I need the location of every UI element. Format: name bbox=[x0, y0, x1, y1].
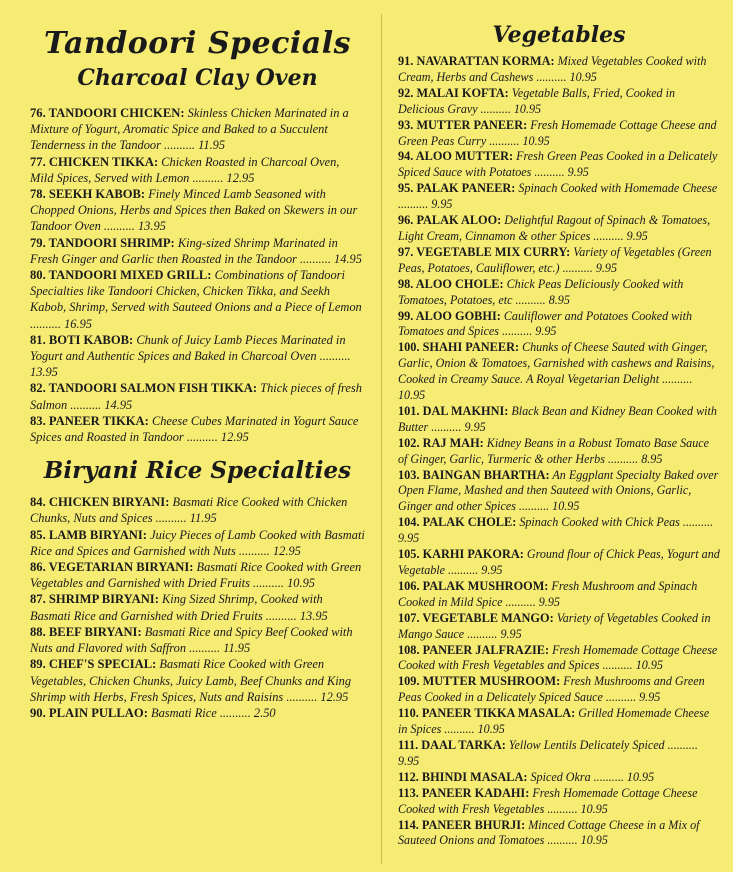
menu-item-description: Chicken Roasted in Charcoal Oven, Mild Spices, Served with Lemon bbox=[30, 154, 340, 185]
menu-item-description: Variety of Vegetables Cooked in Mango Sauce bbox=[398, 610, 711, 641]
dot-leader: .......... bbox=[607, 451, 639, 466]
menu-item-name: 105. KARHI PAKORA: bbox=[398, 547, 524, 562]
menu-item-name: 111. DAAL TARKA: bbox=[398, 737, 506, 752]
menu-item bbox=[398, 818, 720, 850]
dot-leader: .......... bbox=[536, 69, 567, 84]
menu-item-description: Yellow Lentils Delicately Spiced bbox=[505, 737, 668, 752]
menu-item-name: 100. SHAHI PANEER: bbox=[398, 340, 520, 355]
menu-item bbox=[398, 404, 720, 436]
menu-item-description: Variety of Vegetables (Green Peas, Potatoes, Cauliflower, etc.) bbox=[398, 244, 712, 275]
menu-item-name: 85. LAMB BIRYANI: bbox=[30, 527, 147, 542]
menu-item bbox=[30, 527, 365, 559]
dot-leader: .......... bbox=[534, 165, 565, 180]
dot-leader: .......... bbox=[480, 101, 511, 116]
dot-leader: .......... bbox=[602, 658, 633, 673]
menu-item bbox=[398, 770, 720, 786]
menu-item-description: Basmati Rice and Spicy Beef Cooked with Nuts and Flavored with Saffron bbox=[30, 624, 353, 656]
menu-item-description: Fresh Mushrooms and Green Peas Cooked in a Delicately Spiced Sauce bbox=[398, 674, 705, 705]
menu-item-description: Combinations of Tandoori Specialties like Tandoori Chicken, Chicken Tikka, and Seekh Kabob, Shrimp, Served with Sauteed Onions and a Piece of Lemon bbox=[30, 268, 362, 315]
menu-item-description: Grilled Homemade Cheese in Spices bbox=[398, 706, 710, 737]
menu-item bbox=[398, 436, 720, 468]
menu-item-description: Black Bean and Kidney Bean Cooked with Butter bbox=[398, 403, 717, 434]
dot-leader: .......... bbox=[593, 769, 624, 784]
menu-item-name: 77. CHICKEN TIKKA: bbox=[30, 154, 159, 169]
column-divider bbox=[381, 14, 382, 864]
menu-item-description: Basmati Rice Cooked with Chicken Chunks, Nuts and Spices bbox=[30, 495, 348, 526]
menu-item-price: 8.95 bbox=[545, 292, 570, 307]
menu-item-price: 10.95 bbox=[398, 388, 426, 403]
left-column bbox=[30, 0, 365, 721]
menu-item-name: 91. NAVARATTAN KORMA: bbox=[398, 54, 555, 68]
dot-leader: .......... bbox=[265, 608, 297, 623]
menu-item-price: 2.50 bbox=[250, 705, 276, 720]
menu-item-description: Chunk of Juicy Lamb Pieces Marinated in Yogurt and Authentic Spices and Baked in Charcoal Oven bbox=[30, 332, 346, 364]
menu-item-description: Fresh Homemade Cottage Cheese Cooked with Fresh Vegetables and Spices bbox=[398, 642, 718, 673]
menu-item-price: 10.95 bbox=[519, 133, 550, 148]
menu-item-name: 112. BHINDI MASALA: bbox=[398, 769, 528, 784]
menu-item-price: 10.95 bbox=[474, 722, 505, 737]
menu-item-price: 9.95 bbox=[535, 594, 560, 609]
menu-item-description: Basmati Rice Cooked with Green Vegetables and Garnished with Dried Fruits bbox=[30, 560, 362, 591]
dot-leader: .......... bbox=[605, 690, 637, 705]
menu-item-price: 16.95 bbox=[60, 316, 92, 331]
menu-item-name: 92. MALAI KOFTA: bbox=[398, 85, 509, 100]
menu-item-name: 95. PALAK PANEER: bbox=[398, 181, 516, 196]
menu-item-price: 12.95 bbox=[217, 430, 249, 445]
tandoori-title: Tandoori Specials bbox=[44, 26, 351, 61]
menu-item-price: 9.95 bbox=[636, 690, 661, 705]
menu-item-name: 89. CHEF'S SPECIAL: bbox=[30, 657, 157, 672]
menu-item bbox=[30, 267, 365, 332]
menu-item-price: 13.95 bbox=[296, 608, 328, 623]
menu-item bbox=[30, 105, 365, 154]
menu-item-description: Basmati Rice Cooked with Green Vegetables, Chicken Chunks, Juicy Lamb, Beef Chunks and King Shrimp with Herbs, Fresh Spices, Nuts and Raisins bbox=[30, 657, 352, 704]
dot-leader: .......... bbox=[444, 722, 475, 737]
dot-leader: .......... bbox=[398, 197, 429, 212]
menu-item-price: 11.95 bbox=[195, 138, 226, 153]
dot-leader: .......... bbox=[155, 511, 187, 526]
menu-item-name: 107. VEGETABLE MANGO: bbox=[398, 610, 554, 625]
menu-item-description: Spiced Okra bbox=[527, 769, 594, 784]
dot-leader: .......... bbox=[189, 641, 221, 656]
menu-item-name: 90. PLAIN PULLAO: bbox=[30, 705, 148, 720]
menu-item-description: Fresh Homemade Cottage Cheese Cooked with Fresh Vegetables bbox=[398, 785, 698, 816]
menu-item-price: 9.95 bbox=[532, 324, 557, 339]
menu-item-price: 9.95 bbox=[461, 419, 486, 434]
menu-item bbox=[398, 277, 720, 309]
dot-leader: .......... bbox=[238, 543, 270, 558]
dot-leader: .......... bbox=[299, 251, 331, 266]
menu-item-name: 88. BEEF BIRYANI: bbox=[30, 624, 142, 639]
vegetables-list bbox=[398, 54, 720, 849]
dot-leader: .......... bbox=[593, 228, 624, 243]
dot-leader: .......... bbox=[219, 705, 251, 720]
menu-item-name: 113. PANEER KADAHI: bbox=[398, 785, 530, 800]
menu-item-name: 82. TANDOORI SALMON FISH TIKKA: bbox=[30, 381, 258, 396]
menu-item-description: Spinach Cooked with Chick Peas bbox=[516, 515, 683, 530]
menu-item-name: 97. VEGETABLE MIX CURRY: bbox=[398, 244, 571, 259]
dot-leader: .......... bbox=[431, 419, 462, 434]
dot-leader: .......... bbox=[467, 626, 498, 641]
menu-item bbox=[398, 643, 720, 675]
menu-item-price: 11.95 bbox=[186, 511, 217, 526]
menu-item-price: 10.95 bbox=[549, 499, 580, 514]
dot-leader: .......... bbox=[547, 833, 578, 848]
biryani-title: Biryani Rice Specialties bbox=[43, 457, 352, 485]
menu-item-description: King-sized Shrimp Marinated in Fresh Ginger and Garlic then Roasted in the Tandoor bbox=[30, 235, 338, 266]
menu-item-name: 94. ALOO MUTTER: bbox=[398, 149, 514, 164]
menu-item bbox=[398, 786, 720, 818]
menu-item bbox=[30, 591, 365, 623]
menu-item-price: 9.95 bbox=[623, 228, 648, 243]
menu-item bbox=[30, 559, 365, 591]
menu-item-price: 13.95 bbox=[134, 219, 166, 234]
dot-leader: .......... bbox=[70, 397, 102, 412]
menu-item-description: Mixed Vegetables Cooked with Cream, Herbs and Cashews bbox=[398, 54, 707, 84]
menu-item-name: 98. ALOO CHOLE: bbox=[398, 276, 504, 291]
menu-item-name: 80. TANDOORI MIXED GRILL: bbox=[30, 268, 212, 283]
menu-item-name: 87. SHRIMP BIRYANI: bbox=[30, 592, 159, 607]
menu-item bbox=[398, 611, 720, 643]
menu-item-price: 14.95 bbox=[330, 251, 362, 266]
menu-item bbox=[30, 332, 365, 381]
menu-item-name: 93. MUTTER PANEER: bbox=[398, 117, 528, 132]
menu-item bbox=[30, 624, 365, 656]
menu-item-description: Chick Peas Deliciously Cooked with Tomatoes, Potatoes, etc bbox=[398, 276, 684, 307]
menu-item bbox=[398, 118, 720, 150]
menu-item bbox=[30, 154, 365, 186]
menu-item-price: 11.95 bbox=[220, 641, 251, 656]
tandoori-subtitle: Charcoal Clay Oven bbox=[77, 65, 318, 91]
menu-item-name: 106. PALAK MUSHROOM: bbox=[398, 578, 549, 593]
menu-item bbox=[398, 245, 720, 277]
menu-item-description: King Sized Shrimp, Cooked with Basmati Rice and Garnished with Dried Fruits bbox=[30, 592, 323, 623]
dot-leader: .......... bbox=[489, 133, 520, 148]
dot-leader: .......... bbox=[30, 316, 61, 331]
menu-item-description: Cauliflower and Potatoes Cooked with Tomatoes and Spices bbox=[398, 308, 692, 339]
menu-item bbox=[30, 656, 365, 705]
menu-item-name: 81. BOTI KABOB: bbox=[30, 332, 134, 347]
menu-item-description: An Eggplant Specialty Baked over Open Flame, Mashed and then Sauteed with Onions, Garlic, Ginger and other Spices bbox=[398, 467, 719, 514]
menu-item-price: 8.95 bbox=[638, 451, 663, 466]
dot-leader: .......... bbox=[562, 260, 593, 275]
dot-leader: .......... bbox=[518, 499, 550, 514]
vegetables-title: Vegetables bbox=[492, 22, 626, 48]
menu-item bbox=[398, 181, 720, 213]
menu-item-name: 103. BAINGAN BHARTHA: bbox=[398, 467, 550, 482]
dot-leader: .......... bbox=[164, 138, 196, 153]
menu-item-price: 9.95 bbox=[497, 626, 522, 641]
menu-item bbox=[398, 468, 720, 516]
menu-item-description: Ground flour of Chick Peas, Yogurt and Vegetable bbox=[398, 547, 720, 577]
menu-item-price: 13.95 bbox=[30, 365, 58, 380]
menu-item bbox=[30, 494, 365, 526]
menu-item bbox=[398, 340, 720, 404]
menu-item-name: 108. PANEER JALFRAZIE: bbox=[398, 642, 550, 657]
menu-item bbox=[30, 380, 365, 412]
menu-item-price: 10.95 bbox=[632, 658, 663, 673]
dot-leader: .......... bbox=[103, 219, 135, 234]
menu-item-name: 83. PANEER TIKKA: bbox=[30, 413, 149, 428]
menu-item-price: 10.95 bbox=[577, 801, 608, 816]
menu-item-description: Spinach Cooked with Homemade Cheese bbox=[515, 181, 718, 196]
dot-leader: .......... bbox=[667, 737, 698, 752]
menu-item bbox=[398, 86, 720, 118]
menu-item-description: Fresh Mushroom and Spinach Cooked in Mild Spice bbox=[398, 578, 698, 609]
menu-item-name: 84. CHICKEN BIRYANI: bbox=[30, 495, 170, 510]
menu-item-description: Juicy Pieces of Lamb Cooked with Basmati Rice and Spices and Garnished with Nuts bbox=[30, 527, 365, 558]
menu-item bbox=[398, 579, 720, 611]
tandoori-list bbox=[30, 105, 365, 445]
menu-item bbox=[398, 706, 720, 738]
menu-item-name: 110. PANEER TIKKA MASALA: bbox=[398, 706, 576, 721]
menu-item-name: 76. TANDOORI CHICKEN: bbox=[30, 106, 185, 120]
menu-item-price: 9.95 bbox=[398, 753, 420, 768]
menu-item-price: 9.95 bbox=[564, 165, 589, 180]
dot-leader: .......... bbox=[682, 515, 714, 530]
menu-item-price: 10.95 bbox=[510, 101, 542, 116]
menu-item-price: 10.95 bbox=[577, 833, 608, 848]
menu-item-price: 9.95 bbox=[428, 197, 453, 212]
menu-item-name: 99. ALOO GOBHI: bbox=[398, 308, 501, 323]
menu-item-description: Skinless Chicken Marinated in a Mixture of Yogurt, Aromatic Spice and Baked to a Succulent Tenderness in the Tandoor bbox=[30, 106, 349, 153]
menu-item bbox=[30, 705, 365, 721]
menu-item-description: Fresh Homemade Cottage Cheese and Green Peas Curry bbox=[398, 117, 717, 148]
menu-item-description: Kidney Beans in a Robust Tomato Base Sauce of Ginger, Garlic, Turmeric & other Herbs bbox=[398, 435, 710, 466]
dot-leader: .......... bbox=[502, 324, 533, 339]
menu-item-name: 96. PALAK ALOO: bbox=[398, 213, 502, 228]
menu-item bbox=[398, 149, 720, 181]
menu-item bbox=[398, 213, 720, 245]
dot-leader: .......... bbox=[253, 576, 285, 591]
menu-item-price: 9.95 bbox=[592, 260, 618, 275]
menu-item-description: Thick pieces of fresh Salmon bbox=[30, 381, 362, 412]
menu-item-description: Cheese Cubes Marinated in Yogurt Sauce Spices and Roasted in Tandoor bbox=[30, 413, 359, 445]
menu-item bbox=[30, 413, 365, 445]
menu-item-name: 78. SEEKH KABOB: bbox=[30, 187, 146, 202]
menu-item-description: Fresh Green Peas Cooked in a Delicately Spiced Sauce with Potatoes bbox=[398, 149, 718, 180]
menu-item bbox=[398, 309, 720, 341]
right-column bbox=[398, 0, 720, 849]
dot-leader: .......... bbox=[319, 349, 351, 364]
menu-item-price: 10.95 bbox=[623, 769, 655, 784]
menu-item-price: 12.95 bbox=[317, 689, 349, 704]
menu-item-price: 14.95 bbox=[101, 397, 133, 412]
menu-item-price: 10.95 bbox=[566, 69, 597, 84]
menu-item bbox=[398, 515, 720, 547]
menu-item-name: 86. VEGETARIAN BIRYANI: bbox=[30, 560, 194, 575]
dot-leader: .......... bbox=[547, 801, 578, 816]
menu-item bbox=[398, 547, 720, 579]
dot-leader: .......... bbox=[505, 594, 536, 609]
menu-item-price: 9.95 bbox=[398, 531, 420, 546]
menu-item-name: 79. TANDOORI SHRIMP: bbox=[30, 235, 175, 250]
menu-item-description: Vegetable Balls, Fried, Cooked in Delicious Gravy bbox=[398, 85, 676, 116]
menu-item-name: 114. PANEER BHURJI: bbox=[398, 817, 526, 832]
menu-item-description: Finely Minced Lamb Seasoned with Chopped Onions, Herbs and Spices then Baked on Skewers in our Tandoor Oven bbox=[30, 187, 358, 234]
menu-item-description: Chunks of Cheese Sauted with Ginger, Garlic, Onion & Tomatoes, Garnished with cashews and Raisins, Cooked in Creamy Sauce. A Royal Vegetarian Delight bbox=[398, 340, 715, 387]
menu-item bbox=[30, 235, 365, 267]
menu-item-name: 109. MUTTER MUSHROOM: bbox=[398, 674, 561, 689]
menu-item-description: Basmati Rice bbox=[147, 705, 220, 720]
menu-item-name: 102. RAJ MAH: bbox=[398, 435, 484, 450]
menu-item-name: 101. DAL MAKHNI: bbox=[398, 403, 509, 418]
dot-leader: .......... bbox=[448, 563, 479, 577]
menu-item-description: Minced Cottage Cheese in a Mix of Sauteed Onions and Tomatoes bbox=[398, 817, 700, 848]
menu-item-price: 12.95 bbox=[269, 543, 301, 558]
menu-item bbox=[398, 738, 720, 770]
dot-leader: .......... bbox=[662, 372, 693, 387]
dot-leader: .......... bbox=[192, 170, 224, 185]
menu-item-price: 12.95 bbox=[223, 170, 255, 185]
menu-item bbox=[30, 186, 365, 235]
dot-leader: .......... bbox=[186, 430, 218, 445]
menu-item bbox=[398, 674, 720, 706]
dot-leader: .......... bbox=[286, 689, 318, 704]
menu-item-price: 10.95 bbox=[284, 576, 315, 591]
biryani-list bbox=[30, 494, 365, 721]
menu-item-description: Delightful Ragout of Spinach & Tomatoes, Light Cream, Cinnamon & other Spices bbox=[398, 213, 711, 243]
menu-item-name: 104. PALAK CHOLE: bbox=[398, 515, 517, 530]
dot-leader: .......... bbox=[515, 292, 546, 307]
menu-item-price: 9.95 bbox=[478, 563, 503, 577]
menu-item bbox=[398, 54, 720, 86]
